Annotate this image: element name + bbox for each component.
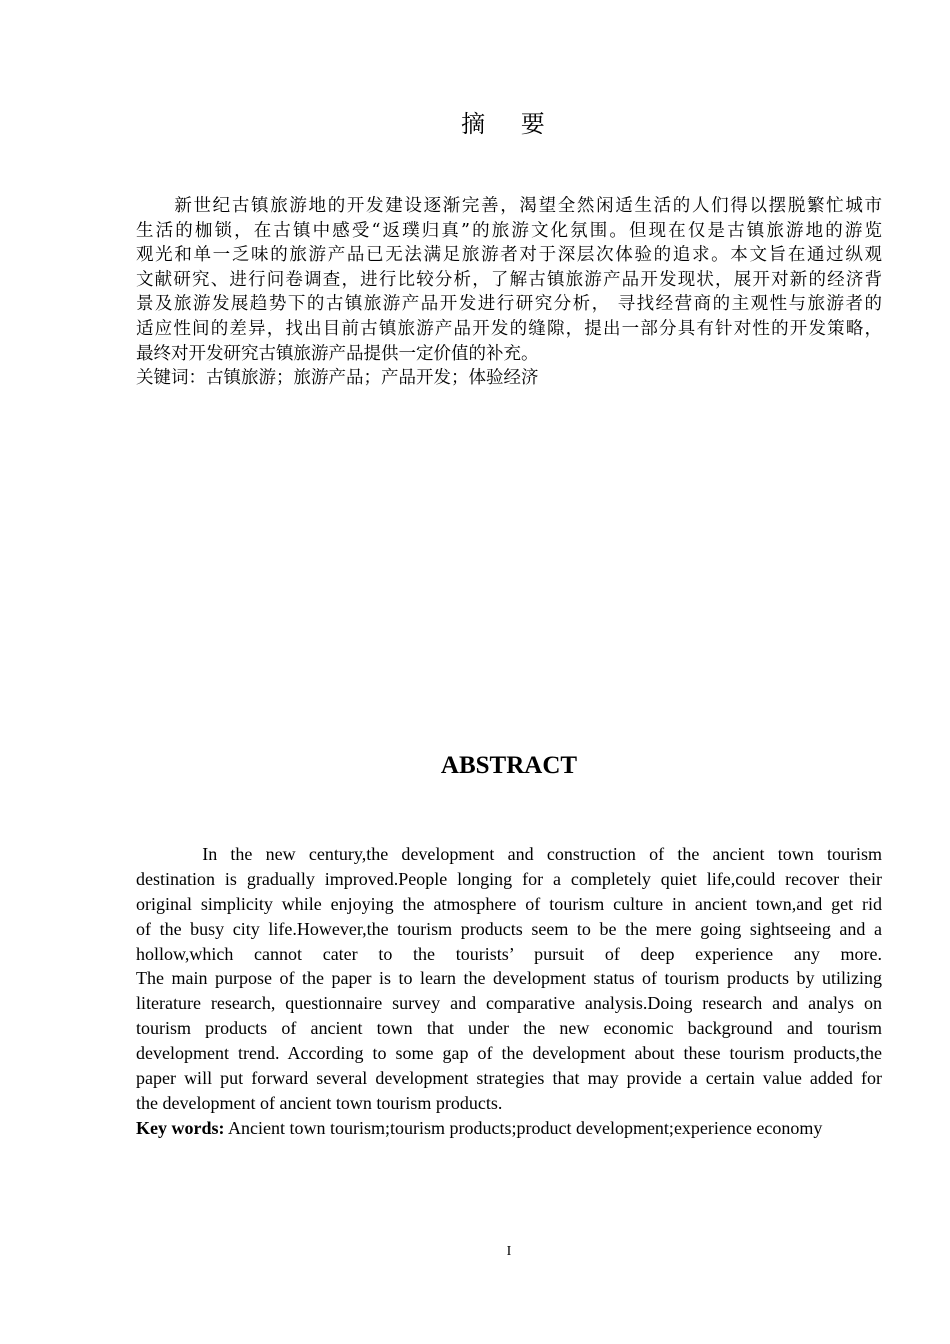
chinese-abstract-body bbox=[136, 194, 882, 391]
text-line: 观光和单一乏味的旅游产品已无法满足旅游者对于深层次体验的追求。本文旨在通过纵观 bbox=[136, 245, 882, 266]
english-abstract-body bbox=[136, 842, 882, 1141]
text-line: tourism products of ancient town that under the new economic background and tourism bbox=[136, 1018, 882, 1039]
chinese-abstract-title: 摘 要 bbox=[461, 110, 559, 138]
keywords-value: Ancient town tourism;tourism products;product development;experience economy bbox=[224, 1117, 823, 1138]
text-line: 最终对开发研究古镇旅游产品提供一定价值的补充。 bbox=[136, 343, 539, 364]
text-line: the development of ancient town tourism products. bbox=[136, 1092, 503, 1113]
text-line: literature research, questionnaire survey and comparative analysis.Doing research and analys on bbox=[136, 993, 882, 1014]
text-line: The main purpose of the paper is to learn the development status of tourism products by utilizing bbox=[136, 968, 882, 989]
english-keywords bbox=[136, 1116, 882, 1141]
page-number: I bbox=[506, 1244, 512, 1259]
text-line: paper will put forward several development strategies that may provide a certain value added for bbox=[136, 1068, 882, 1089]
text-line: original simplicity while enjoying the atmosphere of tourism culture in ancient town,and get rid bbox=[136, 893, 882, 914]
keywords-label: 关键词： bbox=[136, 368, 206, 389]
keywords-label: Key words: bbox=[136, 1117, 225, 1138]
text-line: of the busy city life.However,the tourism products seem to be the mere going sightseeing and a bbox=[136, 918, 882, 939]
text-line: hollow,which cannot cater to the tourists’ pursuit of deep experience any more. bbox=[136, 943, 882, 964]
chinese-keywords bbox=[136, 366, 882, 391]
text-line: 文献研究、进行问卷调查，进行比较分析，了解古镇旅游产品开发现状，展开对新的经济背 bbox=[136, 269, 882, 290]
text-line: 适应性间的差异，找出目前古镇旅游产品开发的缝隙，提出一部分具有针对性的开发策略， bbox=[136, 318, 882, 339]
text-line: In the new century,the development and construction of the ancient town tourism bbox=[136, 844, 882, 864]
english-abstract-title: ABSTRACT bbox=[440, 752, 578, 779]
text-line: 新世纪古镇旅游地的开发建设逐渐完善，渴望全然闲适生活的人们得以摆脱繁忙城市 bbox=[136, 196, 882, 216]
text-line: development trend. According to some gap of the development about these tourism products,the bbox=[136, 1043, 882, 1064]
text-line: destination is gradually improved.People longing for a completely quiet life,could recover their bbox=[136, 868, 882, 889]
keywords-value: 古镇旅游；旅游产品；产品开发；体验经济 bbox=[206, 368, 539, 389]
text-line: 生活的枷锁，在古镇中感受“返璞归真”的旅游文化氛围。但现在仅是古镇旅游地的游览 bbox=[136, 220, 882, 241]
text-line: 景及旅游发展趋势下的古镇旅游产品开发进行研究分析， 寻找经营商的主观性与旅游者的 bbox=[136, 294, 882, 315]
